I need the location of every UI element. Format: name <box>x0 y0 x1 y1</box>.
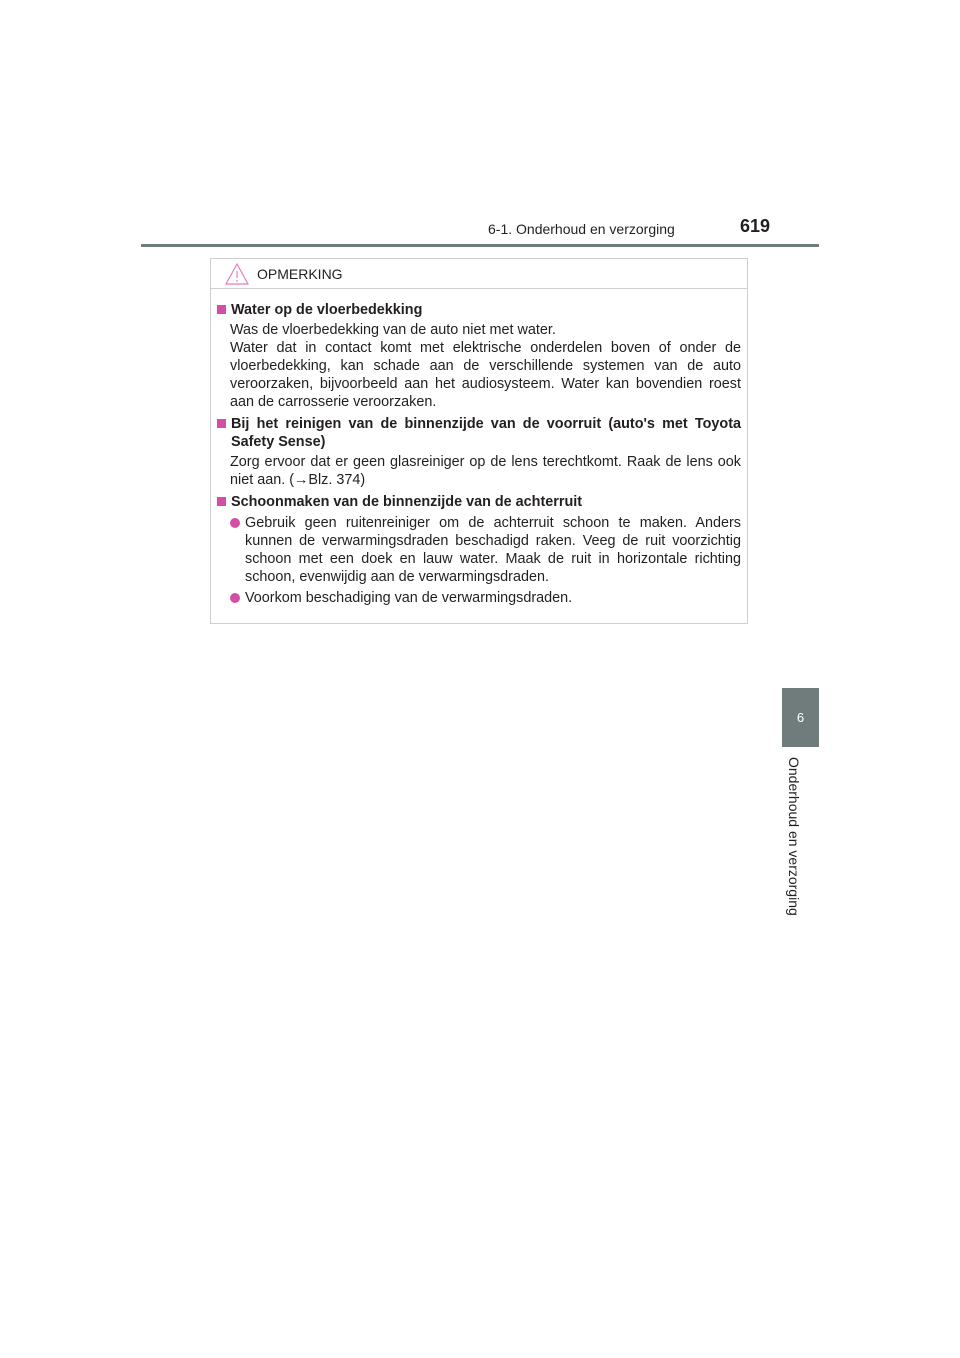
list-item-text: Gebruik geen ruitenreiniger om de achterruit schoon te maken. Anders kunnen de verwarmingsdraden beschadigd raken. Veeg de ruit voorzichtig schoon met een doek en lauw water. Maak de ruit in horizontale richting schoon, evenwijdig aan de verwarmingsdraden. <box>245 515 741 585</box>
section-heading-text: Schoonmaken van de binnenzijde van de achterruit <box>231 494 583 510</box>
list-item-text: Voorkom beschadiging van de verwarmingsdraden. <box>245 590 573 606</box>
section-heading <box>217 301 741 319</box>
section-title: 6-1. Onderhoud en verzorging <box>488 221 675 237</box>
list-item <box>230 514 741 586</box>
square-bullet-icon <box>217 497 226 506</box>
section-heading-text: Bij het reinigen van de binnenzijde van de voorruit (auto's met Toyota Safety Sense) <box>231 416 741 450</box>
square-bullet-icon <box>217 305 226 314</box>
notice-title: OPMERKING <box>257 265 343 282</box>
notice-header <box>211 259 747 289</box>
square-bullet-icon <box>217 419 226 428</box>
chapter-tab <box>782 688 819 747</box>
notice-section <box>217 301 741 411</box>
notice-box <box>210 258 748 624</box>
list-item <box>230 589 741 607</box>
circle-bullet-icon <box>230 593 240 603</box>
paragraph: Was de vloerbedekking van de auto niet met water. <box>230 322 556 338</box>
page-number: 619 <box>740 216 771 236</box>
notice-body <box>211 289 747 607</box>
paragraph: Zorg ervoor dat er geen glasreiniger op de lens terechtkomt. Raak de lens ook niet aan. (→Blz. 374) <box>230 454 741 488</box>
header-divider <box>141 244 819 247</box>
paragraph: Water dat in contact komt met elektrische onderdelen boven of onder de vloerbedekking, kan schade aan de verschillende systemen van de auto veroorzaken, bijvoorbeeld aan het audiosysteem. Water kan bovendien roest aan de carrosserie veroorzaken. <box>230 340 741 410</box>
section-heading <box>217 415 741 451</box>
section-heading <box>217 493 741 511</box>
notice-section <box>217 415 741 489</box>
circle-bullet-icon <box>230 518 240 528</box>
section-heading-text: Water op de vloerbedekking <box>231 302 423 318</box>
notice-section <box>217 493 741 607</box>
chapter-number: 6 <box>796 710 805 725</box>
warning-triangle-icon <box>225 263 249 285</box>
chapter-label: Onderhoud en verzorging <box>786 757 802 916</box>
